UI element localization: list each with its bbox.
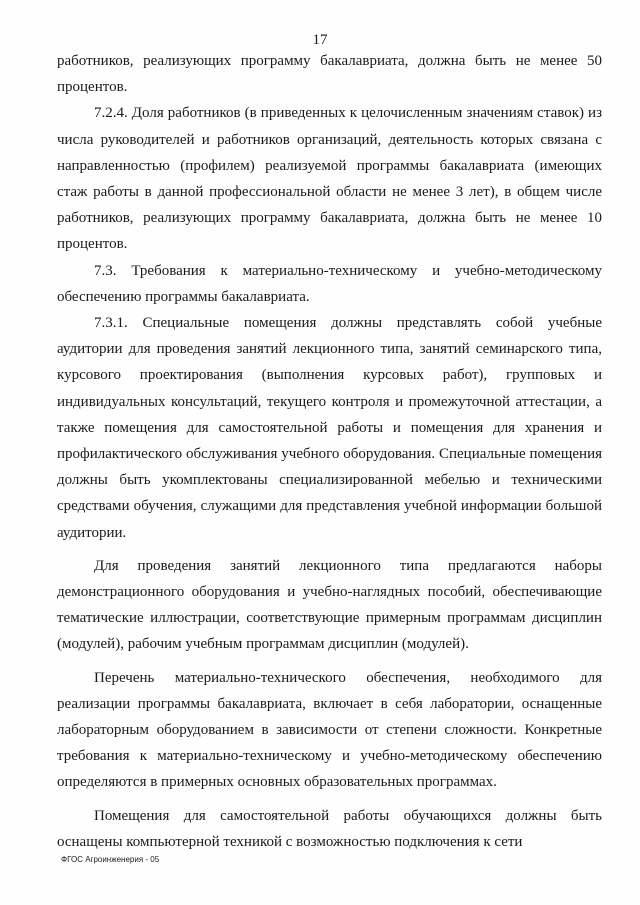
paragraph-7-2-4: 7.2.4. Доля работников (в приведенных к целочисленным значениям ставок) из числа руководителей и работников организаций, деятельность которых связана с направленностью (профилем) реализуемой программы бакалавриата (имеющих стаж работы в данной профессиональной области не менее 3 лет), в общем числе работников, реализующих программу бакалавриата, должна быть не менее 10 процентов. [57, 105, 602, 253]
paragraph-7-3: 7.3. Требования к материально-техническому и учебно-методическому обеспечению программы бакалавриата. [57, 262, 602, 305]
paragraph-equipment-list: Перечень материально-технического обеспечения, необходимого для реализации программы бакалавриата, включает в себя лаборатории, оснащенные лабораторным оборудованием в зависимости от степени сложности. Конкретные требования к материально-техническому и учебно-методическому обеспечению определяются в примерных основных образовательных программах. [57, 669, 602, 791]
document-footer: ФГОС Агроинженерия - 05 [61, 855, 160, 864]
paragraph-lecture-equipment: Для проведения занятий лекционного типа предлагаются наборы демонстрационного оборудования и учебно-наглядных пособий, обеспечивающие тематические иллюстрации, соответствующие примерным программам дисциплин (модулей), рабочим учебным программам дисциплин (модулей). [57, 557, 602, 653]
document-body [57, 48, 602, 855]
paragraph-7-3-1: 7.3.1. Специальные помещения должны представлять собой учебные аудитории для проведения занятий лекционного типа, занятий семинарского типа, курсового проектирования (выполнения курсовых работ), групповых и индивидуальных консультаций, текущего контроля и промежуточной аттестации, а также помещения для самостоятельной работы и помещения для хранения и профилактического обслуживания учебного оборудования. Специальные помещения должны быть укомплектованы специализированной мебелью и техническими средствами обучения, служащими для представления учебной информации большой аудитории. [57, 315, 602, 541]
paragraph-self-study-rooms: Помещения для самостоятельной работы обучающихся должны быть оснащены компьютерной техникой с возможностью подключения к сети [57, 807, 602, 850]
paragraph-continuation: работников, реализующих программу бакалавриата, должна быть не менее 50 процентов. [57, 53, 602, 96]
page-number: 17 [312, 32, 328, 48]
